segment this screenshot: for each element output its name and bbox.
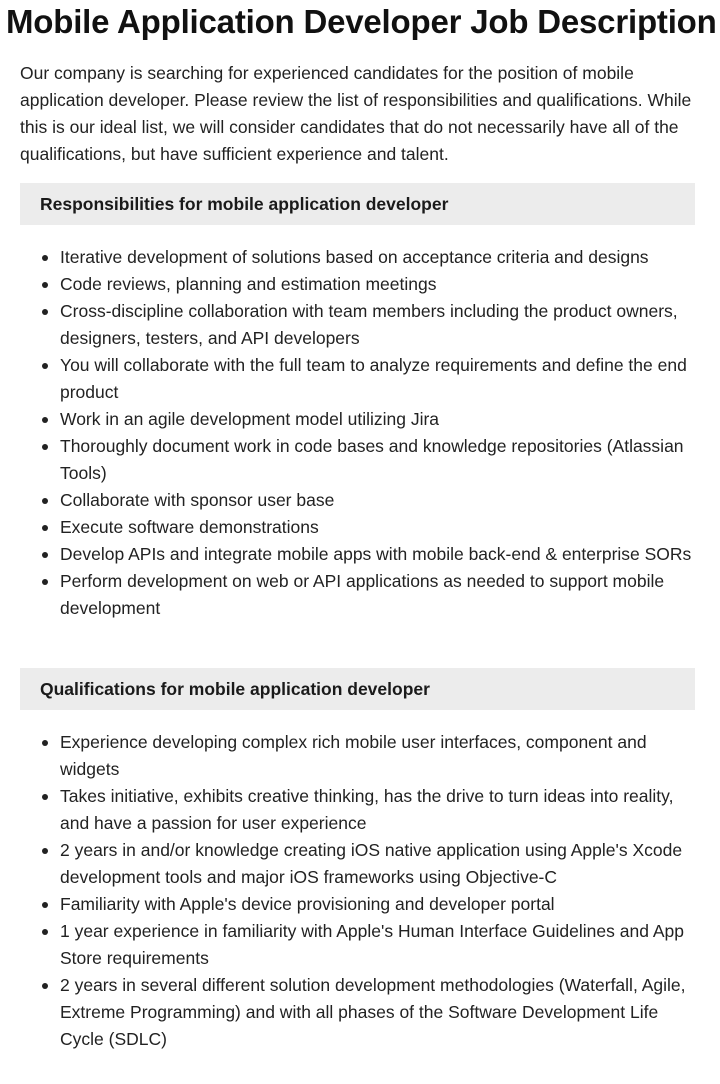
list-item: Code reviews, planning and estimation meetings [60,271,700,298]
list-item: Work in an agile development model utilizing Jira [60,406,700,433]
list-item: Perform development on web or API applications as needed to support mobile development [60,568,700,622]
list-item: 2 years in several different solution development methodologies (Waterfall, Agile, Extreme Programming) and with all phases of the Software Development Life Cycle (SDLC) [60,972,700,1053]
list-item: Execute software demonstrations [60,514,700,541]
responsibilities-list [20,244,700,622]
list-item: Experience developing complex rich mobile user interfaces, component and widgets [60,729,700,783]
list-item: Cross-discipline collaboration with team members including the product owners, designers, testers, and API developers [60,298,700,352]
list-item: Collaborate with sponsor user base [60,487,700,514]
list-item: You will collaborate with the full team to analyze requirements and define the end product [60,352,700,406]
list-item: Takes initiative, exhibits creative thinking, has the drive to turn ideas into reality, and have a passion for user experience [60,783,700,837]
list-item: 2 years in and/or knowledge creating iOS native application using Apple's Xcode development tools and major iOS frameworks using Objective-C [60,837,700,891]
responsibilities-heading: Responsibilities for mobile application developer [20,183,695,225]
list-item: Thoroughly document work in code bases and knowledge repositories (Atlassian Tools) [60,433,700,487]
list-item: 1 year experience in familiarity with Apple's Human Interface Guidelines and App Store requirements [60,918,700,972]
page-title: Mobile Application Developer Job Description [6,3,717,40]
list-item: Iterative development of solutions based on acceptance criteria and designs [60,244,700,271]
qualifications-heading: Qualifications for mobile application developer [20,668,695,710]
list-item: Familiarity with Apple's device provisioning and developer portal [60,891,700,918]
intro-paragraph: Our company is searching for experienced candidates for the position of mobile application developer. Please review the list of responsibilities and qualifications. While this is our ideal list, we will consider candidates that do not necessarily have all of the qualifications, but have sufficient experience and talent. [20,63,692,164]
list-item: Develop APIs and integrate mobile apps with mobile back-end & enterprise SORs [60,541,700,568]
qualifications-list [20,729,700,1053]
